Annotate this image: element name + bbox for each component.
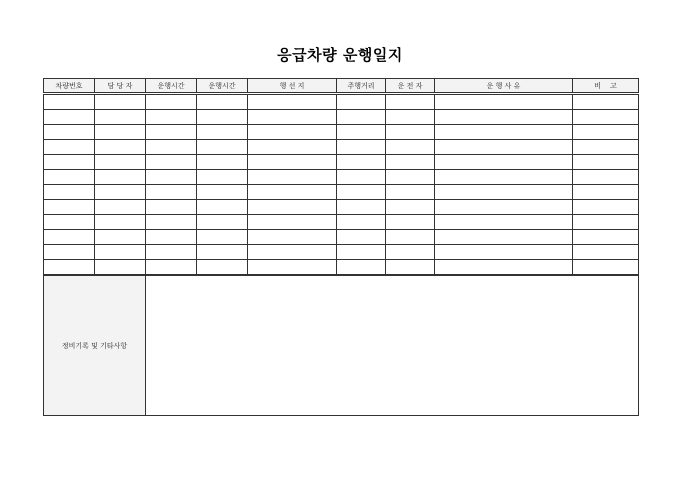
cell-person-in-charge[interactable] [95, 110, 146, 125]
table-header-row [44, 79, 639, 94]
notes-label: 정비기록 및 기타사항 [44, 275, 146, 416]
notes-row [44, 275, 639, 416]
cell-destination[interactable] [248, 230, 337, 245]
cell-remarks[interactable] [573, 170, 639, 185]
cell-remarks[interactable] [573, 200, 639, 215]
table-row [44, 230, 639, 245]
table-row [44, 245, 639, 260]
header-vehicle-number: 차량번호 [44, 79, 95, 94]
cell-driver[interactable] [386, 110, 435, 125]
cell-time-start[interactable] [146, 125, 197, 140]
cell-purpose[interactable] [435, 110, 573, 125]
cell-person-in-charge[interactable] [95, 245, 146, 260]
cell-destination[interactable] [248, 200, 337, 215]
cell-mileage[interactable] [337, 170, 386, 185]
cell-driver[interactable] [386, 155, 435, 170]
cell-mileage[interactable] [337, 260, 386, 276]
cell-driver[interactable] [386, 185, 435, 200]
cell-driver[interactable] [386, 215, 435, 230]
cell-person-in-charge[interactable] [95, 185, 146, 200]
header-destination: 행 선 지 [248, 79, 337, 94]
header-purpose: 운 행 사 유 [435, 79, 573, 94]
page-title: 응급차량 운행일지 [277, 46, 403, 64]
cell-mileage[interactable] [337, 125, 386, 140]
cell-remarks[interactable] [573, 125, 639, 140]
cell-vehicle-number[interactable] [44, 245, 95, 260]
cell-mileage[interactable] [337, 215, 386, 230]
header-operation-time-start: 운행시간 [146, 79, 197, 94]
cell-time-start[interactable] [146, 260, 197, 276]
cell-time-end[interactable] [197, 94, 248, 110]
cell-vehicle-number[interactable] [44, 110, 95, 125]
cell-remarks[interactable] [573, 215, 639, 230]
cell-vehicle-number[interactable] [44, 185, 95, 200]
cell-time-end[interactable] [197, 245, 248, 260]
cell-destination[interactable] [248, 185, 337, 200]
cell-time-end[interactable] [197, 215, 248, 230]
cell-time-end[interactable] [197, 125, 248, 140]
cell-purpose[interactable] [435, 245, 573, 260]
cell-destination[interactable] [248, 260, 337, 276]
cell-purpose[interactable] [435, 94, 573, 110]
header-operation-time-end: 운행시간 [197, 79, 248, 94]
cell-remarks[interactable] [573, 155, 639, 170]
header-remarks: 비 고 [573, 79, 639, 94]
cell-vehicle-number[interactable] [44, 260, 95, 276]
cell-mileage[interactable] [337, 155, 386, 170]
cell-person-in-charge[interactable] [95, 170, 146, 185]
cell-purpose[interactable] [435, 140, 573, 155]
cell-driver[interactable] [386, 140, 435, 155]
cell-time-start[interactable] [146, 140, 197, 155]
cell-remarks[interactable] [573, 110, 639, 125]
cell-time-start[interactable] [146, 170, 197, 185]
table-row [44, 110, 639, 125]
table-row [44, 170, 639, 185]
cell-time-start[interactable] [146, 215, 197, 230]
cell-time-start[interactable] [146, 94, 197, 110]
header-person-in-charge: 담 당 자 [95, 79, 146, 94]
cell-person-in-charge[interactable] [95, 155, 146, 170]
cell-driver[interactable] [386, 94, 435, 110]
cell-person-in-charge[interactable] [95, 125, 146, 140]
cell-time-start[interactable] [146, 155, 197, 170]
table-row [44, 215, 639, 230]
cell-purpose[interactable] [435, 230, 573, 245]
cell-mileage[interactable] [337, 110, 386, 125]
cell-driver[interactable] [386, 200, 435, 215]
table-row [44, 94, 639, 110]
cell-time-end[interactable] [197, 170, 248, 185]
cell-time-start[interactable] [146, 200, 197, 215]
cell-remarks[interactable] [573, 245, 639, 260]
cell-purpose[interactable] [435, 155, 573, 170]
cell-driver[interactable] [386, 230, 435, 245]
table-row [44, 185, 639, 200]
table-row [44, 140, 639, 155]
header-mileage: 주행거리 [337, 79, 386, 94]
cell-purpose[interactable] [435, 260, 573, 276]
cell-vehicle-number[interactable] [44, 215, 95, 230]
table-row [44, 200, 639, 215]
cell-vehicle-number[interactable] [44, 94, 95, 110]
cell-destination[interactable] [248, 245, 337, 260]
cell-person-in-charge[interactable] [95, 140, 146, 155]
cell-person-in-charge[interactable] [95, 200, 146, 215]
notes-field[interactable] [146, 275, 639, 416]
cell-remarks[interactable] [573, 185, 639, 200]
cell-time-start[interactable] [146, 185, 197, 200]
cell-mileage[interactable] [337, 140, 386, 155]
cell-purpose[interactable] [435, 215, 573, 230]
cell-destination[interactable] [248, 110, 337, 125]
header-driver: 운 전 자 [386, 79, 435, 94]
cell-person-in-charge[interactable] [95, 230, 146, 245]
cell-remarks[interactable] [573, 94, 639, 110]
cell-destination[interactable] [248, 140, 337, 155]
cell-mileage[interactable] [337, 245, 386, 260]
cell-driver[interactable] [386, 245, 435, 260]
cell-time-start[interactable] [146, 110, 197, 125]
cell-remarks[interactable] [573, 140, 639, 155]
log-entries [44, 94, 639, 416]
cell-destination[interactable] [248, 94, 337, 110]
cell-mileage[interactable] [337, 200, 386, 215]
operation-log-table [43, 78, 639, 416]
cell-purpose[interactable] [435, 200, 573, 215]
cell-time-end[interactable] [197, 140, 248, 155]
cell-time-start[interactable] [146, 245, 197, 260]
cell-time-end[interactable] [197, 110, 248, 125]
cell-destination[interactable] [248, 170, 337, 185]
cell-time-end[interactable] [197, 185, 248, 200]
table-row [44, 125, 639, 140]
cell-purpose[interactable] [435, 125, 573, 140]
cell-time-end[interactable] [197, 260, 248, 276]
cell-person-in-charge[interactable] [95, 94, 146, 110]
cell-purpose[interactable] [435, 185, 573, 200]
cell-vehicle-number[interactable] [44, 125, 95, 140]
cell-driver[interactable] [386, 125, 435, 140]
cell-destination[interactable] [248, 125, 337, 140]
cell-vehicle-number[interactable] [44, 200, 95, 215]
table-row [44, 155, 639, 170]
cell-destination[interactable] [248, 155, 337, 170]
cell-mileage[interactable] [337, 230, 386, 245]
cell-time-end[interactable] [197, 230, 248, 245]
cell-time-end[interactable] [197, 155, 248, 170]
cell-vehicle-number[interactable] [44, 230, 95, 245]
cell-vehicle-number[interactable] [44, 155, 95, 170]
cell-mileage[interactable] [337, 94, 386, 110]
cell-vehicle-number[interactable] [44, 140, 95, 155]
table-row [44, 260, 639, 276]
cell-person-in-charge[interactable] [95, 215, 146, 230]
cell-time-end[interactable] [197, 200, 248, 215]
cell-mileage[interactable] [337, 185, 386, 200]
cell-destination[interactable] [248, 215, 337, 230]
cell-remarks[interactable] [573, 260, 639, 276]
cell-person-in-charge[interactable] [95, 260, 146, 276]
cell-vehicle-number[interactable] [44, 170, 95, 185]
cell-purpose[interactable] [435, 170, 573, 185]
cell-time-start[interactable] [146, 230, 197, 245]
cell-driver[interactable] [386, 260, 435, 276]
cell-driver[interactable] [386, 170, 435, 185]
cell-remarks[interactable] [573, 230, 639, 245]
